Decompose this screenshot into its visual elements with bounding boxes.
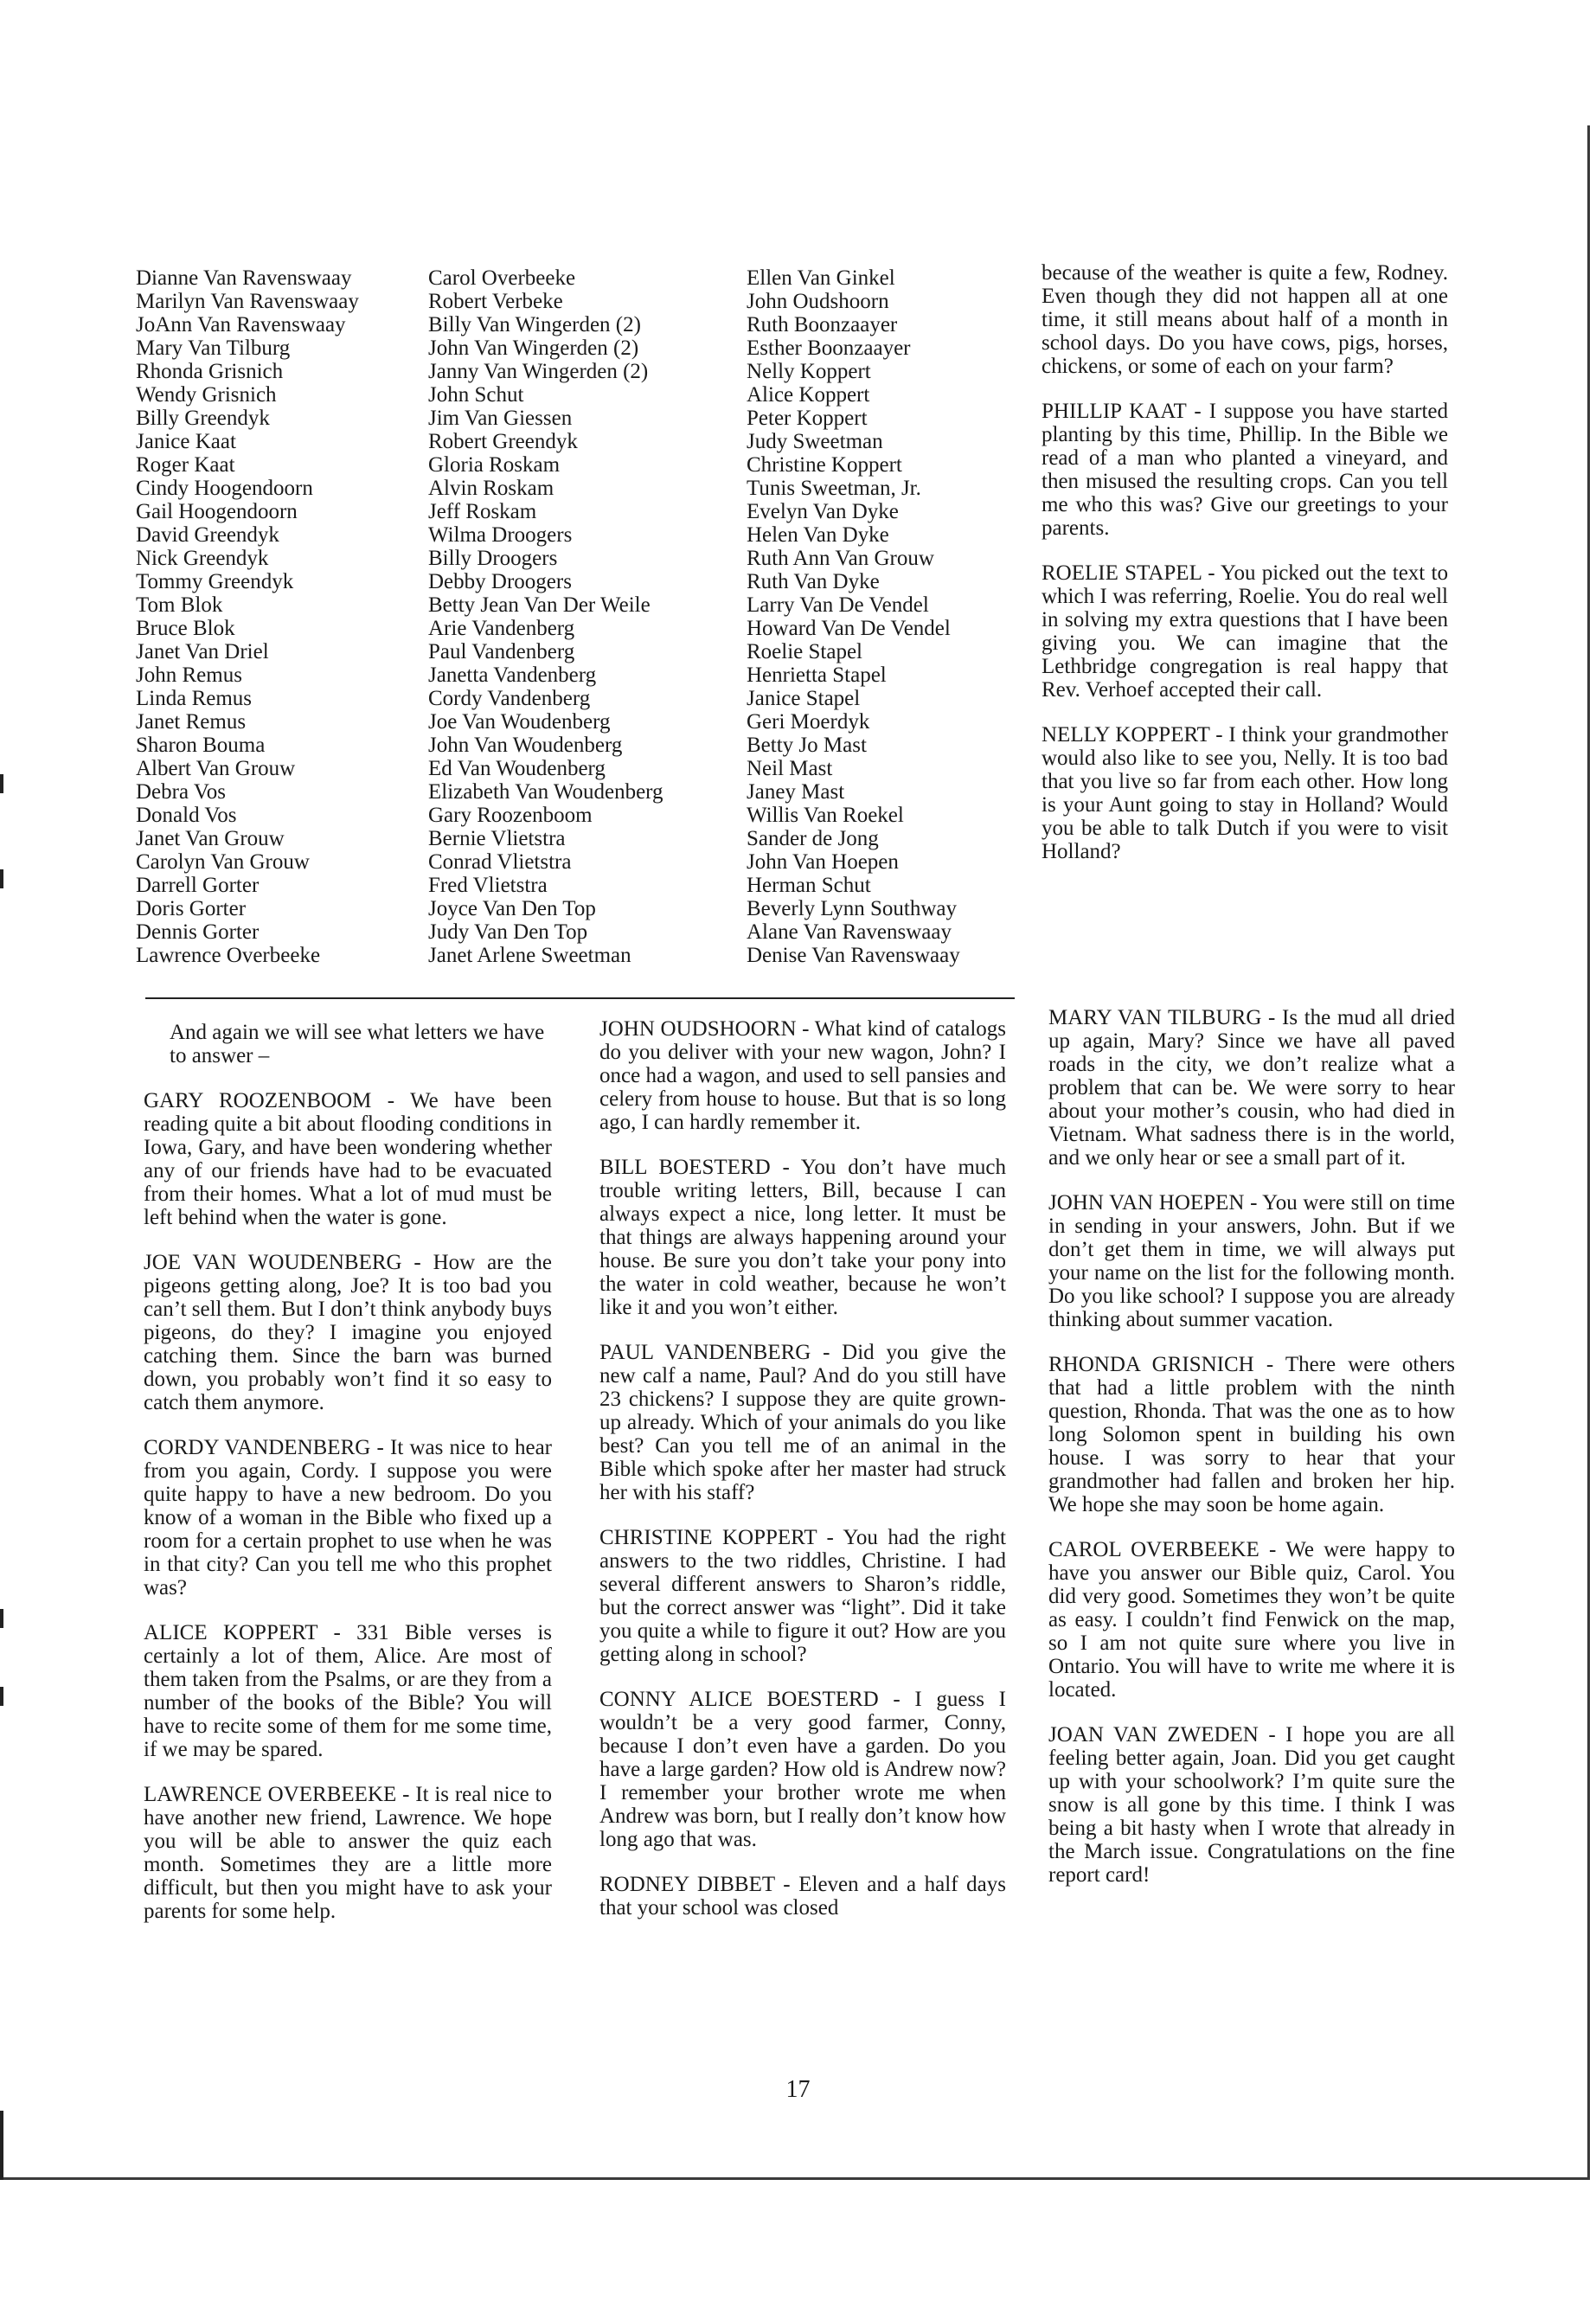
name-entry: Esther Boonzaayer (747, 336, 911, 360)
left-edge-mark (0, 2111, 3, 2180)
names-list (747, 266, 960, 967)
name-entry: Sander de Jong (747, 827, 879, 850)
name-entry: Janet Arlene Sweetman (428, 944, 631, 967)
name-entry: John Remus (136, 663, 242, 687)
name-entry: John Van Woudenberg (428, 734, 623, 757)
left-edge-mark (0, 1609, 3, 1628)
letter-paragraph: PAUL VANDENBERG - Did you give the new calf a name, Paul? And do you still have 23 chickens? I suppose they are quite grown-up already. Which of your animals do you like best? Can you tell me of an animal in the Bible which spoke after her master had struck her with his staff? (599, 1341, 1006, 1504)
letter-paragraph: RODNEY DIBBET - Eleven and a half days that your school was closed (599, 1873, 1006, 1920)
name-entry: Bruce Blok (136, 617, 235, 640)
name-entry: Billy Van Wingerden (2) (428, 313, 641, 336)
letter-paragraph: CORDY VANDENBERG - It was nice to hear from you again, Cordy. I suppose you were quite happy to have a new bedroom. Do you know of a woman in the Bible who fixed up a room for a certain prophet to use when he was in that city? Can you tell me who this prophet was? (144, 1436, 552, 1599)
name-entry: Janice Stapel (747, 687, 861, 710)
name-entry: Roelie Stapel (747, 640, 862, 663)
name-entry: Ruth Boonzaayer (747, 313, 898, 336)
name-entry: Conrad Vlietstra (428, 850, 572, 874)
name-entry: Robert Greendyk (428, 430, 578, 453)
name-entry: Henrietta Stapel (747, 663, 887, 687)
name-entry: Mary Van Tilburg (136, 336, 291, 360)
name-entry: Alane Van Ravenswaay (747, 920, 952, 944)
name-entry: Janetta Vandenberg (428, 663, 597, 687)
name-entry: Lawrence Overbeeke (136, 944, 321, 967)
name-entry: Bernie Vlietstra (428, 827, 566, 850)
letter-paragraph: JOE VAN WOUDENBERG - How are the pigeons getting along, Joe? It is too bad you can’t sell them. But I don’t think anybody buys pigeons, do they? I imagine you enjoyed catching them. Since the barn was burned down, you probably won’t find it so easy to catch them anymore. (144, 1251, 552, 1414)
name-entry: Paul Vandenberg (428, 640, 575, 663)
letters-column-3-bottom (1048, 1006, 1455, 1908)
name-entry: Willis Van Roekel (747, 804, 904, 827)
letters-column-2 (599, 1017, 1006, 1941)
left-edge-mark (0, 1687, 3, 1706)
name-entry: Nelly Koppert (747, 360, 871, 383)
name-entry: Evelyn Van Dyke (747, 500, 899, 523)
name-entry: Albert Van Grouw (136, 757, 296, 780)
name-entry: Fred Vlietstra (428, 874, 548, 897)
name-entry: Debra Vos (136, 780, 226, 804)
name-entry: Robert Verbeke (428, 290, 563, 313)
name-entry: Ed Van Woudenberg (428, 757, 606, 780)
name-entry: Peter Koppert (747, 407, 868, 430)
name-entry: Christine Koppert (747, 453, 902, 477)
name-entry: Billy Droogers (428, 547, 558, 570)
name-entry: John Van Hoepen (747, 850, 899, 874)
names-list (428, 266, 663, 967)
name-entry: Nick Greendyk (136, 547, 269, 570)
name-entry: Larry Van De Vendel (747, 593, 929, 617)
letter-paragraph: CAROL OVERBEEKE - We were happy to have you answer our Bible quiz, Carol. You did very good. Sometimes they won’t be quite as easy. I couldn’t find Fenwick on the map, so I am not quite sure where you live in Ontario. You will have to write me where it is located. (1048, 1538, 1455, 1702)
name-entry: Rhonda Grisnich (136, 360, 284, 383)
name-entry: David Greendyk (136, 523, 279, 547)
name-entry: Gloria Roskam (428, 453, 561, 477)
name-entry: Dennis Gorter (136, 920, 260, 944)
names-list (136, 266, 359, 967)
section-divider (145, 997, 1015, 999)
name-entry: Carol Overbeeke (428, 266, 576, 290)
letter-paragraph: LAWRENCE OVERBEEKE - It is real nice to have another new friend, Lawrence. We hope you will be able to answer the quiz each month. Sometimes they are a little more difficult, but then you might have to ask your parents for some help. (144, 1783, 552, 1923)
name-entry: Sharon Bouma (136, 734, 266, 757)
page-number: 17 (785, 2076, 811, 2103)
name-entry: Billy Greendyk (136, 407, 270, 430)
name-entry: Judy Sweetman (747, 430, 883, 453)
name-entry: Cordy Vandenberg (428, 687, 591, 710)
letter-paragraph: BILL BOESTERD - You don’t have much trouble writing letters, Bill, because I can always expect a nice, long letter. It must be that things are always happening around your house. Be sure you don’t take your pony into the water in cold weather, because he won’t like it and you won’t either. (599, 1156, 1006, 1319)
name-entry: Gary Roozenboom (428, 804, 593, 827)
letter-paragraph: GARY ROOZENBOOM - We have been reading quite a bit about flooding conditions in Iowa, Gary, and have been wondering whether any of our friends have had to be evacuated from their homes. What a lot of mud must be left behind when the water is gone. (144, 1089, 552, 1229)
name-entry: Denise Van Ravenswaay (747, 944, 960, 967)
name-entry: Carolyn Van Grouw (136, 850, 310, 874)
letter-paragraph: RHONDA GRISNICH - There were others that had a little problem with the ninth question, Rhonda. That was the one as to how long Solomon spent in building his own house. I was sorry to hear that your grandmother had fallen and broken her hip. We hope she may soon be home again. (1048, 1353, 1455, 1516)
name-entry: Arie Vandenberg (428, 617, 575, 640)
name-entry: JoAnn Van Ravenswaay (136, 313, 346, 336)
name-entry: Dianne Van Ravenswaay (136, 266, 352, 290)
name-entry: Ellen Van Ginkel (747, 266, 895, 290)
name-entry: Wendy Grisnich (136, 383, 277, 407)
name-entry: Ruth Van Dyke (747, 570, 880, 593)
name-entry: Tunis Sweetman, Jr. (747, 477, 921, 500)
name-entry: Neil Mast (747, 757, 833, 780)
name-entry: Helen Van Dyke (747, 523, 889, 547)
letter-paragraph: ALICE KOPPERT - 331 Bible verses is certainly a lot of them, Alice. Are most of them taken from the Psalms, or are they from a number of the books of the Bible? You will have to recite some of them for me some time, if we may be spared. (144, 1621, 552, 1761)
name-entry: Janny Van Wingerden (2) (428, 360, 649, 383)
name-entry: Debby Droogers (428, 570, 572, 593)
name-entry: John Van Wingerden (2) (428, 336, 639, 360)
letter-paragraph: because of the weather is quite a few, Rodney. Even though they did not happen all at one time, it still means about half of a month in school days. Do you have cows, pigs, horses, chickens, or some of each on your farm? (1042, 261, 1448, 378)
name-entry: Wilma Droogers (428, 523, 573, 547)
name-entry: Alice Koppert (747, 383, 870, 407)
name-entry: John Oudshoorn (747, 290, 889, 313)
left-edge-mark (0, 774, 3, 793)
name-entry: Tom Blok (136, 593, 223, 617)
name-entry: Janey Mast (747, 780, 845, 804)
letters-column-3-top (1042, 261, 1448, 885)
letters-column-1 (144, 1021, 552, 1945)
name-entry: Janice Kaat (136, 430, 236, 453)
name-entry: Tommy Greendyk (136, 570, 294, 593)
name-entry: Gail Hoogendoorn (136, 500, 298, 523)
name-entry: John Schut (428, 383, 524, 407)
name-entry: Alvin Roskam (428, 477, 554, 500)
letter-paragraph: PHILLIP KAAT - I suppose you have started planting by this time, Phillip. In the Bible we read of a man who planted a vineyard, and then misused the resulting crops. Can you tell me who this was? Give our greetings to your parents. (1042, 400, 1448, 540)
name-entry: Ruth Ann Van Grouw (747, 547, 934, 570)
name-entry: Betty Jean Van Der Weile (428, 593, 651, 617)
letter-paragraph: JOHN VAN HOEPEN - You were still on time in sending in your answers, John. But if we don’t get them in time, we will always put your name on the list for the following month. Do you like school? I suppose you are already thinking about summer vacation. (1048, 1191, 1455, 1331)
name-entry: Joe Van Woudenberg (428, 710, 611, 734)
name-entry: Cindy Hoogendoorn (136, 477, 313, 500)
letter-paragraph: JOHN OUDSHOORN - What kind of catalogs do you deliver with your new wagon, John? I once had a wagon, and used to sell pansies and celery from house to house. But that is so long ago, I can hardly remember it. (599, 1017, 1006, 1134)
name-entry: Donald Vos (136, 804, 237, 827)
name-entry: Beverly Lynn Southway (747, 897, 958, 920)
name-entry: Judy Van Den Top (428, 920, 588, 944)
letter-paragraph: CHRISTINE KOPPERT - You had the right answers to the two riddles, Christine. I had several different answers to Sharon’s riddle, but the correct answer was “light”. Did it take you quite a while to figure it out? How are you getting along in school? (599, 1526, 1006, 1666)
letter-paragraph: CONNY ALICE BOESTERD - I guess I wouldn’t be a very good farmer, Conny, because I don’t even have a garden. Do you have a large garden? How old is Andrew now? I remember your brother wrote me when Andrew was born, but I really don’t know how long ago that was. (599, 1688, 1006, 1851)
letter-paragraph: ROELIE STAPEL - You picked out the text to which I was referring, Roelie. You do real well in solving my extra questions that I have been giving you. We can imagine that the Lethbridge congregation is real happy that Rev. Verhoef accepted their call. (1042, 561, 1448, 702)
name-entry: Joyce Van Den Top (428, 897, 596, 920)
name-entry: Doris Gorter (136, 897, 247, 920)
name-entry: Howard Van De Vendel (747, 617, 951, 640)
letter-paragraph: NELLY KOPPERT - I think your grandmother would also like to see you, Nelly. It is too bad that you live so far from each other. How long is your Aunt going to stay in Holland? Would you be able to talk Dutch if you were to visit Holland? (1042, 723, 1448, 863)
name-entry: Betty Jo Mast (747, 734, 867, 757)
name-entry: Roger Kaat (136, 453, 235, 477)
name-entry: Jeff Roskam (428, 500, 537, 523)
name-entry: Herman Schut (747, 874, 871, 897)
left-edge-mark (0, 869, 3, 888)
name-entry: Marilyn Van Ravenswaay (136, 290, 359, 313)
name-entry: Darrell Gorter (136, 874, 260, 897)
name-entry: Linda Remus (136, 687, 253, 710)
name-entry: Jim Van Giessen (428, 407, 573, 430)
name-entry: Janet Van Driel (136, 640, 269, 663)
letter-paragraph: MARY VAN TILBURG - Is the mud all dried up again, Mary? Since we have all paved roads in the city, we don’t realize what a problem that can be. We were sorry to hear about your mother’s cousin, who had died in Vietnam. What sadness there is in the world, and we only hear or see a small part of it. (1048, 1006, 1455, 1170)
name-entry: Geri Moerdyk (747, 710, 870, 734)
name-entry: Elizabeth Van Woudenberg (428, 780, 663, 804)
intro-paragraph: And again we will see what letters we have to answer – (170, 1021, 545, 1067)
letter-paragraph: JOAN VAN ZWEDEN - I hope you are all feeling better again, Joan. Did you get caught up with your schoolwork? I’m quite sure the snow is all gone by this time. I think I was being a bit hasty when I wrote that already in the March issue. Congratulations on the fine report card! (1048, 1723, 1455, 1887)
name-entry: Janet Van Grouw (136, 827, 285, 850)
name-entry: Janet Remus (136, 710, 247, 734)
